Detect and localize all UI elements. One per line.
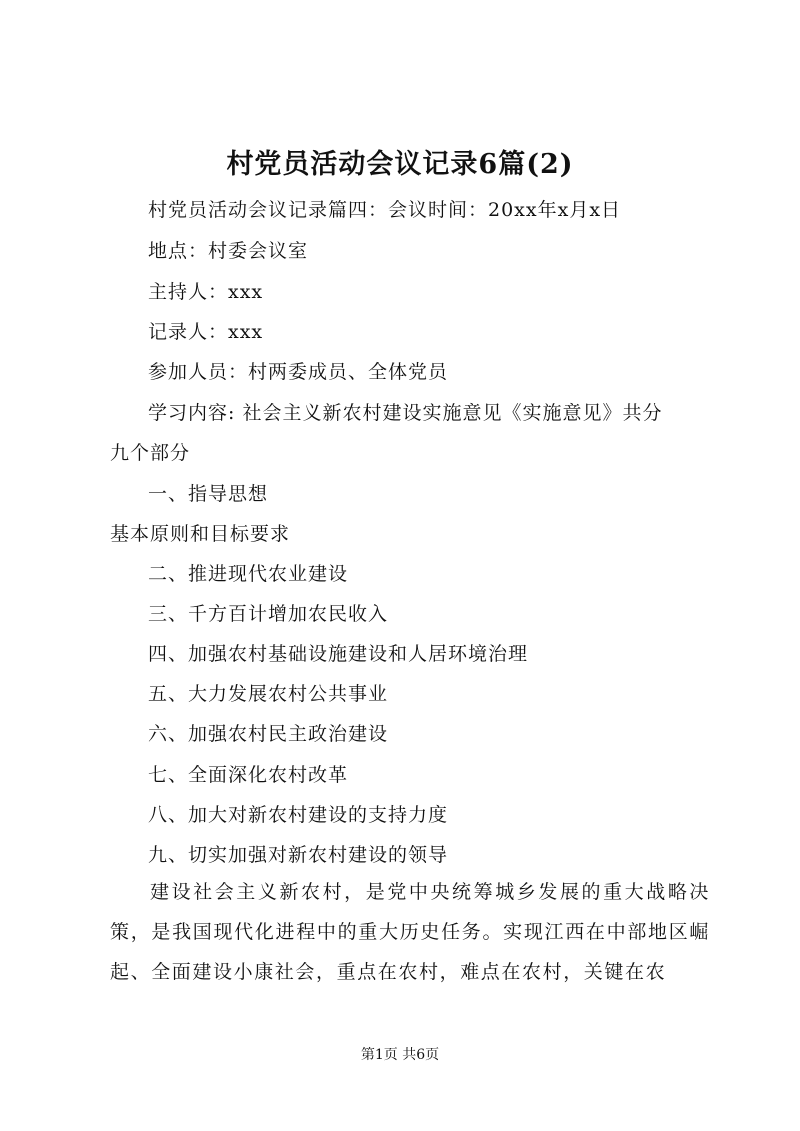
list-item: 六、加强农村民主政治建设 — [148, 723, 389, 745]
list-item: 四、加强农村基础设施建设和人居环境治理 — [148, 643, 529, 665]
list-item: 三、千方百计增加农民收入 — [148, 603, 389, 625]
list-item: 八、加大对新农村建设的支持力度 — [148, 804, 449, 826]
study-content-line: 学习内容: 社会主义新农村建设实施意见《实施意见》共分 — [148, 402, 663, 424]
location-line: 地点：村委会议室 — [148, 240, 309, 262]
list-item: 九、切实加强对新农村建设的领导 — [148, 844, 449, 866]
recorder-line: 记录人：xxx — [148, 321, 264, 343]
page-footer: 第1页 共6页 — [360, 1047, 440, 1063]
list-item: 基本原则和目标要求 — [110, 523, 291, 545]
study-content-continued: 九个部分 — [110, 442, 191, 464]
list-item: 二、推进现代农业建设 — [148, 563, 349, 585]
host-line: 主持人：xxx — [148, 281, 264, 303]
body-paragraph: 建设社会主义新农村，是党中央统筹城乡发展的重大战略决策，是我国现代化进程中的重大历史任务。实现江西在中部地区崛起、全面建设小康社会，重点在农村，难点在农村，关键在农 — [110, 881, 710, 983]
document-title: 村党员活动会议记录6篇(2) — [226, 149, 574, 180]
list-item: 五、大力发展农村公共事业 — [148, 683, 389, 705]
list-item: 一、指导思想 — [148, 483, 269, 505]
attendees-line: 参加人员：村两委成员、全体党员 — [148, 361, 449, 383]
list-item: 七、全面深化农村改革 — [148, 764, 349, 786]
meeting-time-line: 村党员活动会议记录篇四：会议时间：20xx年x月x日 — [148, 199, 622, 221]
